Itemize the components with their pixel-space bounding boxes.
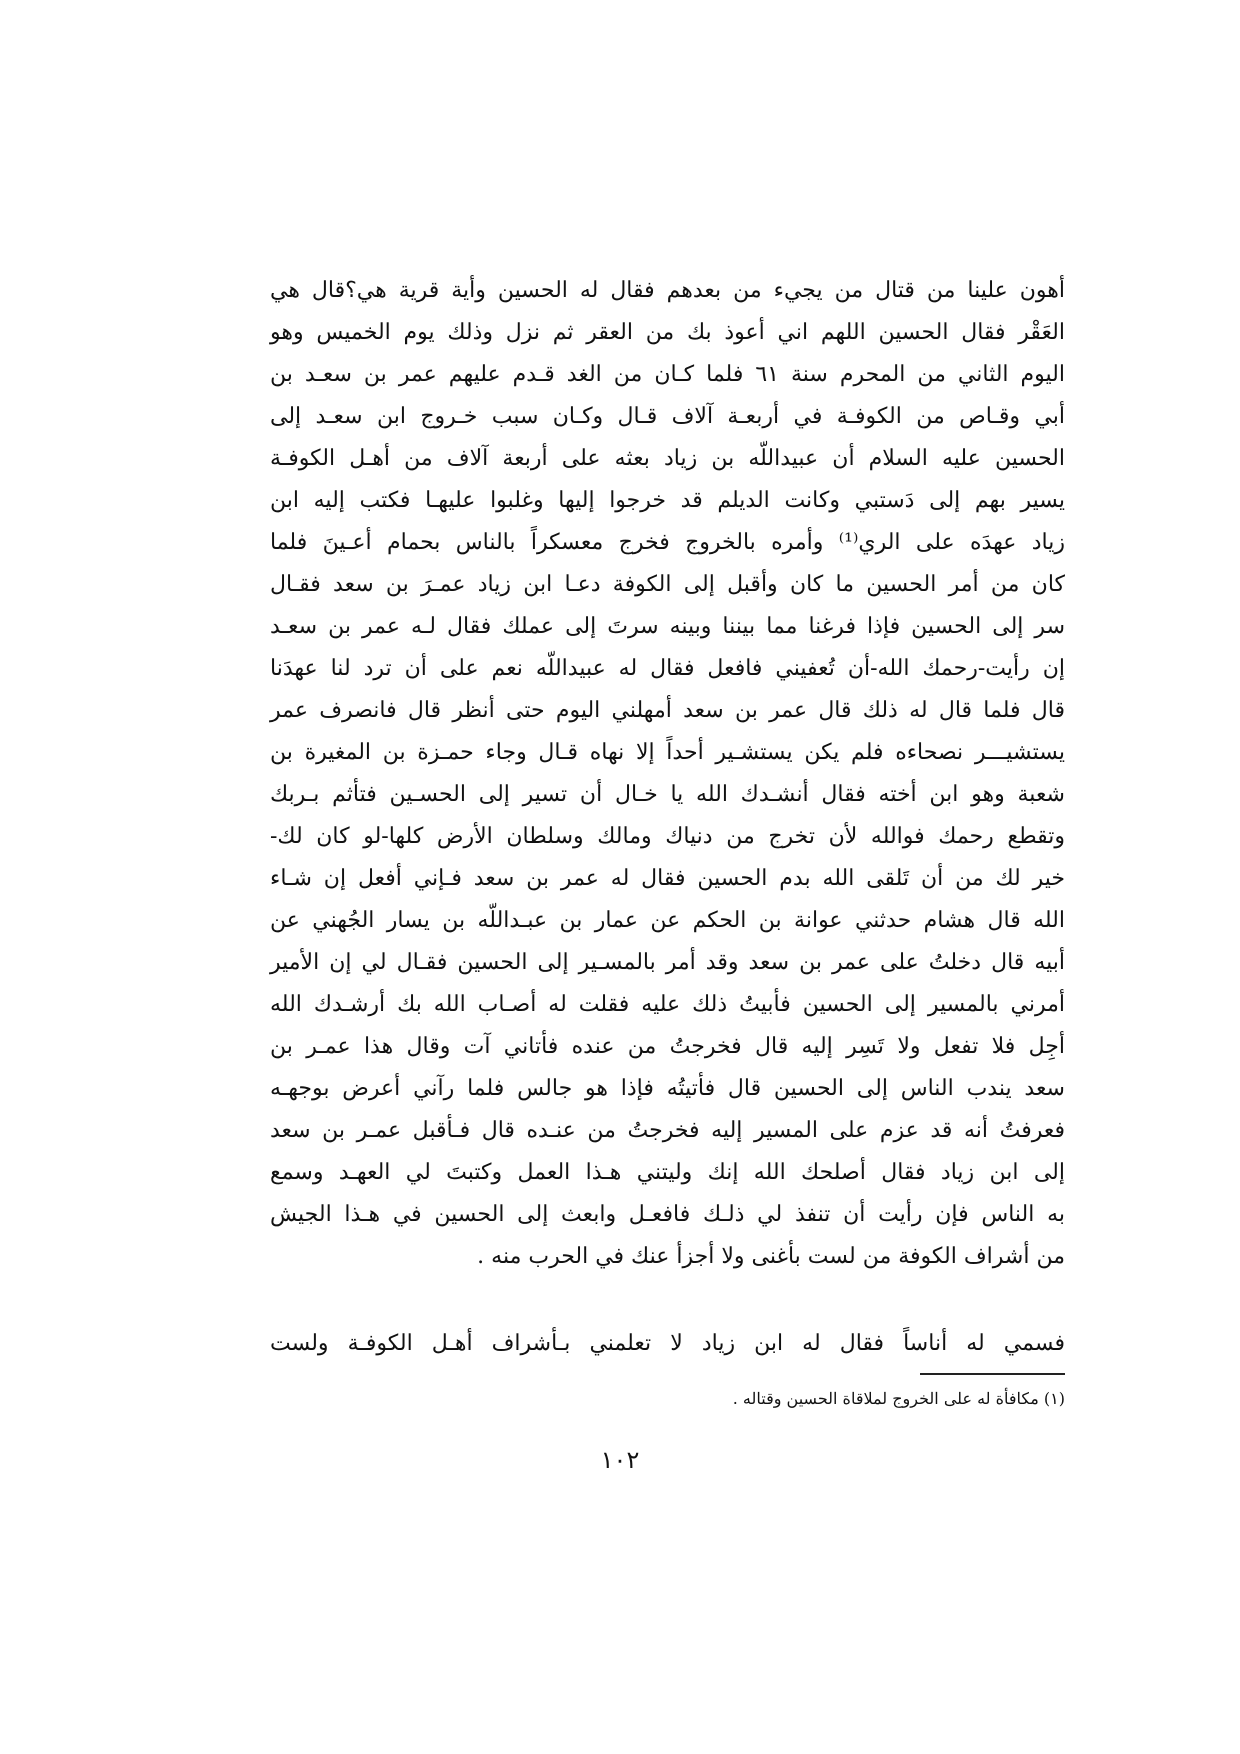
main-paragraph — [270, 270, 1065, 1278]
text-line: أهون علينا من قتال من يجيء من بعدهم فقال له الحسين وأية قرية هي؟قال هي — [270, 278, 1065, 303]
text-line: أجِل فلا تفعل ولا تَسِر إليه قال فخرجتُ من عنده فأتاني آت وقال هذا عمـر بن — [270, 1034, 1065, 1059]
text-line: به الناس فإن رأيت أن تنفذ لي ذلـك فافعـل وابعث إلى الحسين في هـذا الجيش — [270, 1202, 1065, 1227]
page-number: ١٠٢ — [600, 1446, 640, 1474]
text-line: يستشيـــر نصحاءه فلم يكن يستشـير أحداً إلا نهاه قـال وجاء حمـزة بن المغيرة بن — [270, 740, 1065, 765]
text-line: وتقطع رحمك فوالله لأن تخرج من دنياك ومالك وسلطان الأرض كلها-لو كان لك- — [270, 824, 1065, 849]
footnote: (١) مكافأة له على الخروج لملاقاة الحسين وقتاله . — [732, 1389, 1065, 1408]
text-line: إلى ابن زياد فقال أصلحك الله إنك وليتني هـذا العمل وكتبتَ لي العهـد وسمع — [270, 1160, 1065, 1185]
text-line: يسير بهم إلى دَستبي وكانت الديلم قد خرجوا إليها وغلبوا عليهـا فكتب إليه ابن — [270, 488, 1065, 513]
next-paragraph-line: فسمي له أناساً فقال له ابن زياد لا تعلمني بـأشراف أهـل الكوفـة ولست — [270, 1331, 1065, 1356]
text-line: الله قال هشام حدثني عوانة بن الحكم عن عمار بن عبـداللّه بن يسار الجُهني عن — [270, 908, 1065, 933]
text-line: زياد عهدَه على الري⁽¹⁾ وأمره بالخروج فخرج معسكراً بالناس بحمام أعـينَ فلما — [270, 530, 1065, 555]
text-line: قال فلما قال له ذلك قال عمر بن سعد أمهلني اليوم حتى أنظر قال فانصرف عمر — [270, 698, 1065, 723]
text-line: سعد يندب الناس إلى الحسين قال فأتيتُه فإذا هو جالس فلما رآني أعرض بوجهـه — [270, 1076, 1065, 1101]
text-line: اليوم الثاني من المحرم سنة ٦١ فلما كـان من الغد قـدم عليهم عمر بن سعـد بن — [270, 362, 1065, 387]
text-line: إن رأيت-رحمك الله-أن تُعفيني فافعل فقال له عبيداللّه نعم على أن ترد لنا عهدَنا — [270, 656, 1065, 681]
footnote-divider — [920, 1373, 1065, 1375]
text-line: أمرني بالمسير إلى الحسين فأبيتُ ذلك عليه فقلت له أصـاب الله بك أرشـدك الله — [270, 992, 1065, 1017]
text-line: أبي وقـاص من الكوفـة في أربعـة آلاف قـال وكـان سبب خـروج ابن سعـد إلى — [270, 404, 1065, 429]
text-line-last: من أشراف الكوفة من لست بأغنى ولا أجزأ عنك في الحرب منه . — [477, 1244, 1065, 1269]
text-line: أبيه قال دخلتُ على عمر بن سعد وقد أمر بالمسـير إلى الحسين فقـال لي إن الأمير — [270, 950, 1065, 975]
text-line: العَقْر فقال الحسين اللهم اني أعوذ بك من العقر ثم نزل وذلك يوم الخميس وهو — [270, 320, 1065, 345]
text-line: خير لك من أن تَلقى الله بدم الحسين فقال له عمر بن سعد فـإني أفعل إن شـاء — [270, 866, 1065, 891]
text-line: شعبة وهو ابن أخته فقال أنشـدك الله يا خـال أن تسير إلى الحسـين فتأثم بـربك — [270, 782, 1065, 807]
text-line: سر إلى الحسين فإذا فرغنا مما بيننا وبينه سرتَ إلى عملك فقال لـه عمر بن سعـد — [270, 614, 1065, 639]
text-line: كان من أمر الحسين ما كان وأقبل إلى الكوفة دعـا ابن زياد عمـرَ بن سعد فقـال — [270, 572, 1065, 597]
text-line: الحسين عليه السلام أن عبيداللّه بن زياد بعثه على أربعة آلاف من أهـل الكوفـة — [270, 446, 1065, 471]
text-line: فعرفتُ أنه قد عزم على المسير إليه فخرجتُ من عنـده قال فـأقبل عمـر بن سعد — [270, 1118, 1065, 1143]
